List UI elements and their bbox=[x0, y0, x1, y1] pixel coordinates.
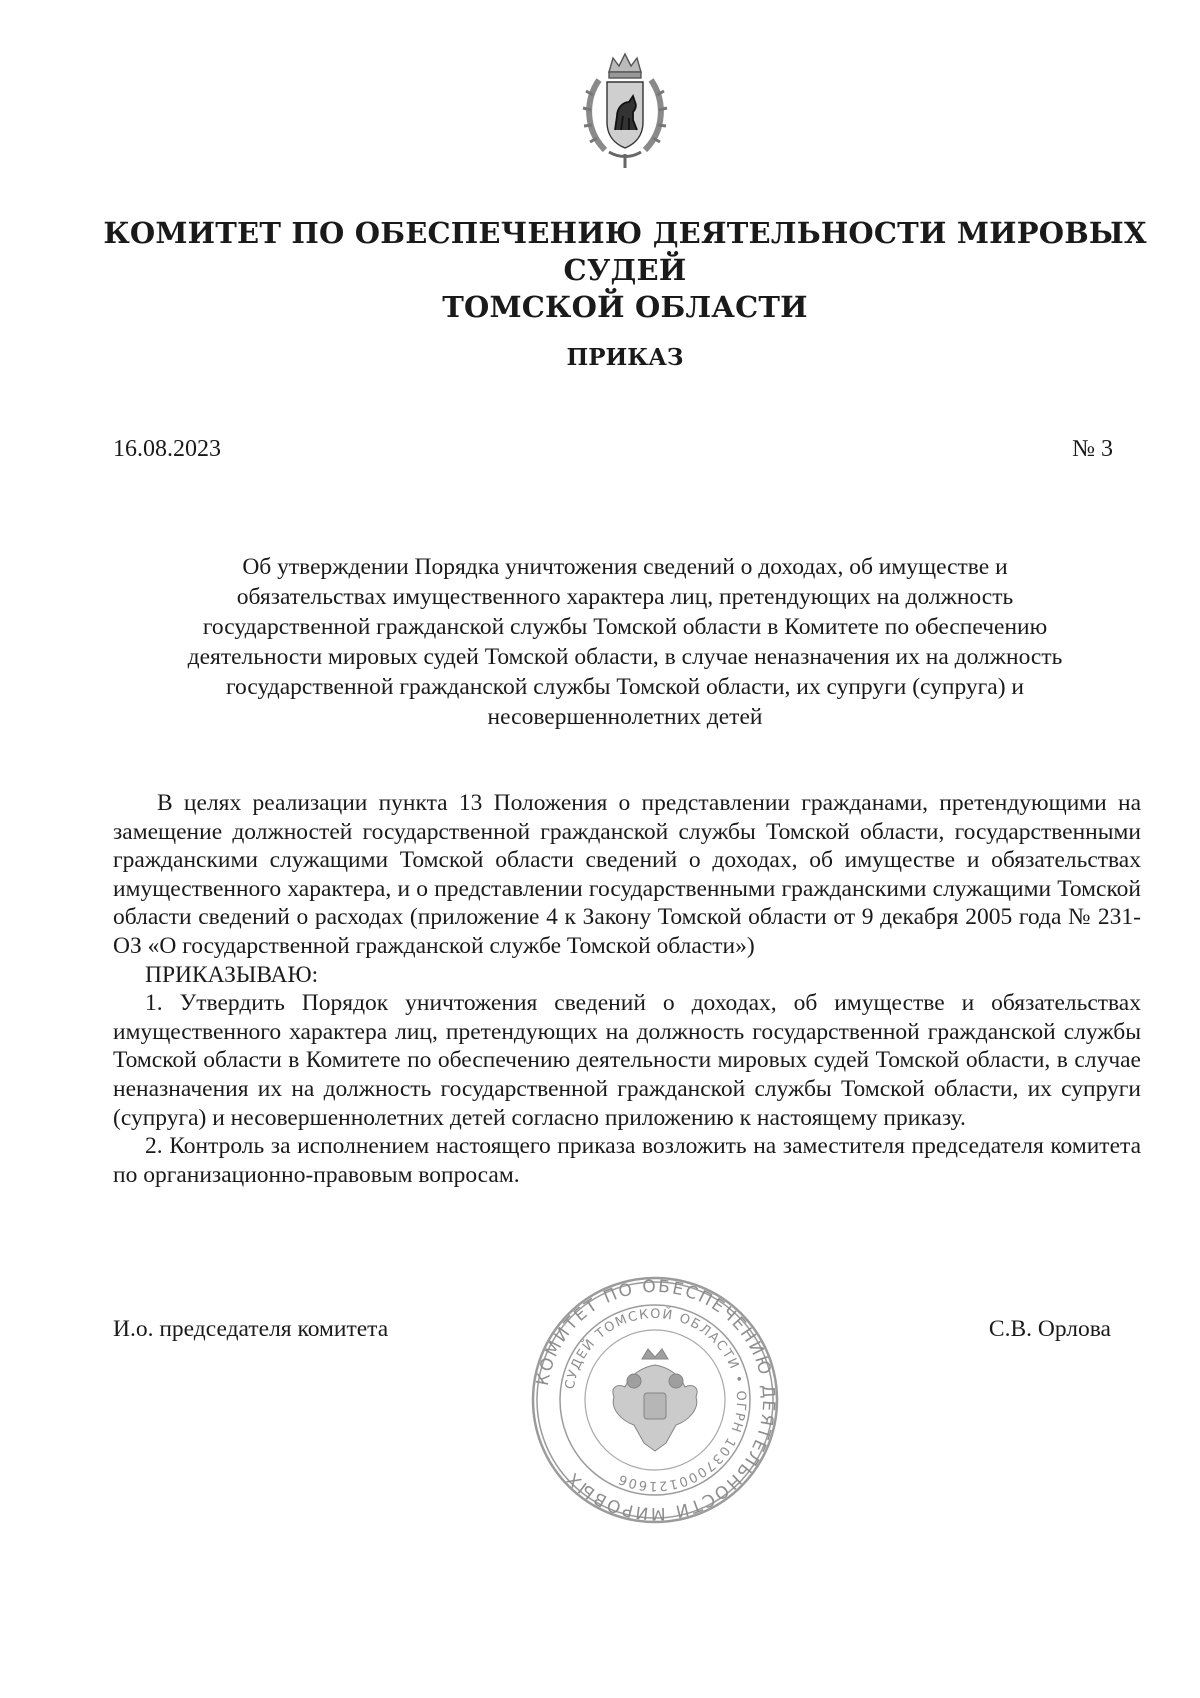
seal-outer-text: КОМИТЕТ ПО ОБЕСПЕЧЕНИЮ ДЕЯТЕЛЬНОСТИ МИРОВЫХ bbox=[532, 1276, 779, 1524]
order-subject bbox=[110, 552, 1140, 732]
subject-line: деятельности мировых судей Томской области, в случае неназначения их на должность bbox=[187, 644, 1063, 670]
document-type-title: ПРИКАЗ bbox=[566, 344, 684, 371]
organization-name bbox=[100, 215, 1150, 326]
document-number: № 3 bbox=[1072, 436, 1113, 462]
signatory-name: С.В. Орлова bbox=[988, 1316, 1111, 1342]
order-keyword: ПРИКАЗЫВАЮ: bbox=[145, 961, 319, 988]
organization-name-line-1: КОМИТЕТ ПО ОБЕСПЕЧЕНИЮ ДЕЯТЕЛЬНОСТИ МИРОВЫХ СУДЕЙ bbox=[103, 216, 1147, 287]
coat-of-arms-emblem bbox=[579, 50, 671, 170]
subject-line: обязательствах имущественного характера лиц, претендующих на должность bbox=[236, 584, 1014, 610]
subject-line: государственной гражданской службы Томской области в Комитете по обеспечению bbox=[202, 614, 1048, 640]
order-body bbox=[113, 789, 1141, 1189]
subject-line: государственной гражданской службы Томской области, их супруги (супруга) и bbox=[225, 674, 1025, 700]
eagle-emblem-icon bbox=[613, 1349, 697, 1451]
official-seal-stamp bbox=[530, 1275, 780, 1525]
subject-line: Об утверждении Порядка уничтожения сведений о доходах, об имуществе и bbox=[242, 554, 1008, 580]
seal-inner-text: СУДЕЙ ТОМСКОЙ ОБЛАСТИ • ОГРН 1037000121606 bbox=[562, 1306, 749, 1494]
subject-line: несовершеннолетних детей bbox=[487, 704, 763, 730]
organization-name-line-2: ТОМСКОЙ ОБЛАСТИ bbox=[442, 290, 808, 324]
signatory-position: И.о. председателя комитета bbox=[113, 1316, 389, 1342]
preamble-paragraph: В целях реализации пункта 13 Положения о представлении гражданами, претендующими на замещение должностей государственной гражданской службы Томской области, государственными гражданскими служащими Томской области сведений о доходах, об имуществе и обязательствах имущественного характера, и о представлении государственными гражданскими служащими Томской области сведений о расходах (приложение 4 к Закону Томской области от 9 декабря 2005 года № 231-ОЗ «О государственной гражданской службе Томской области») bbox=[113, 790, 1141, 959]
document-date: 16.08.2023 bbox=[113, 436, 221, 462]
order-item-1: 1. Утвердить Порядок уничтожения сведений о доходах, об имуществе и обязательствах имущественного характера лиц, претендующих на должность государственной гражданской службы Томской области в Комитете по обеспечению деятельности мировых судей Томской области, в случае неназначения их на должность государственной гражданской службы Томской области, их супруги (супруга) и несовершеннолетних детей согласно приложению к настоящему приказу. bbox=[113, 990, 1141, 1131]
order-item-2: 2. Контроль за исполнением настоящего приказа возложить на заместителя председателя комитета по организационно-правовым вопросам. bbox=[113, 1133, 1141, 1188]
